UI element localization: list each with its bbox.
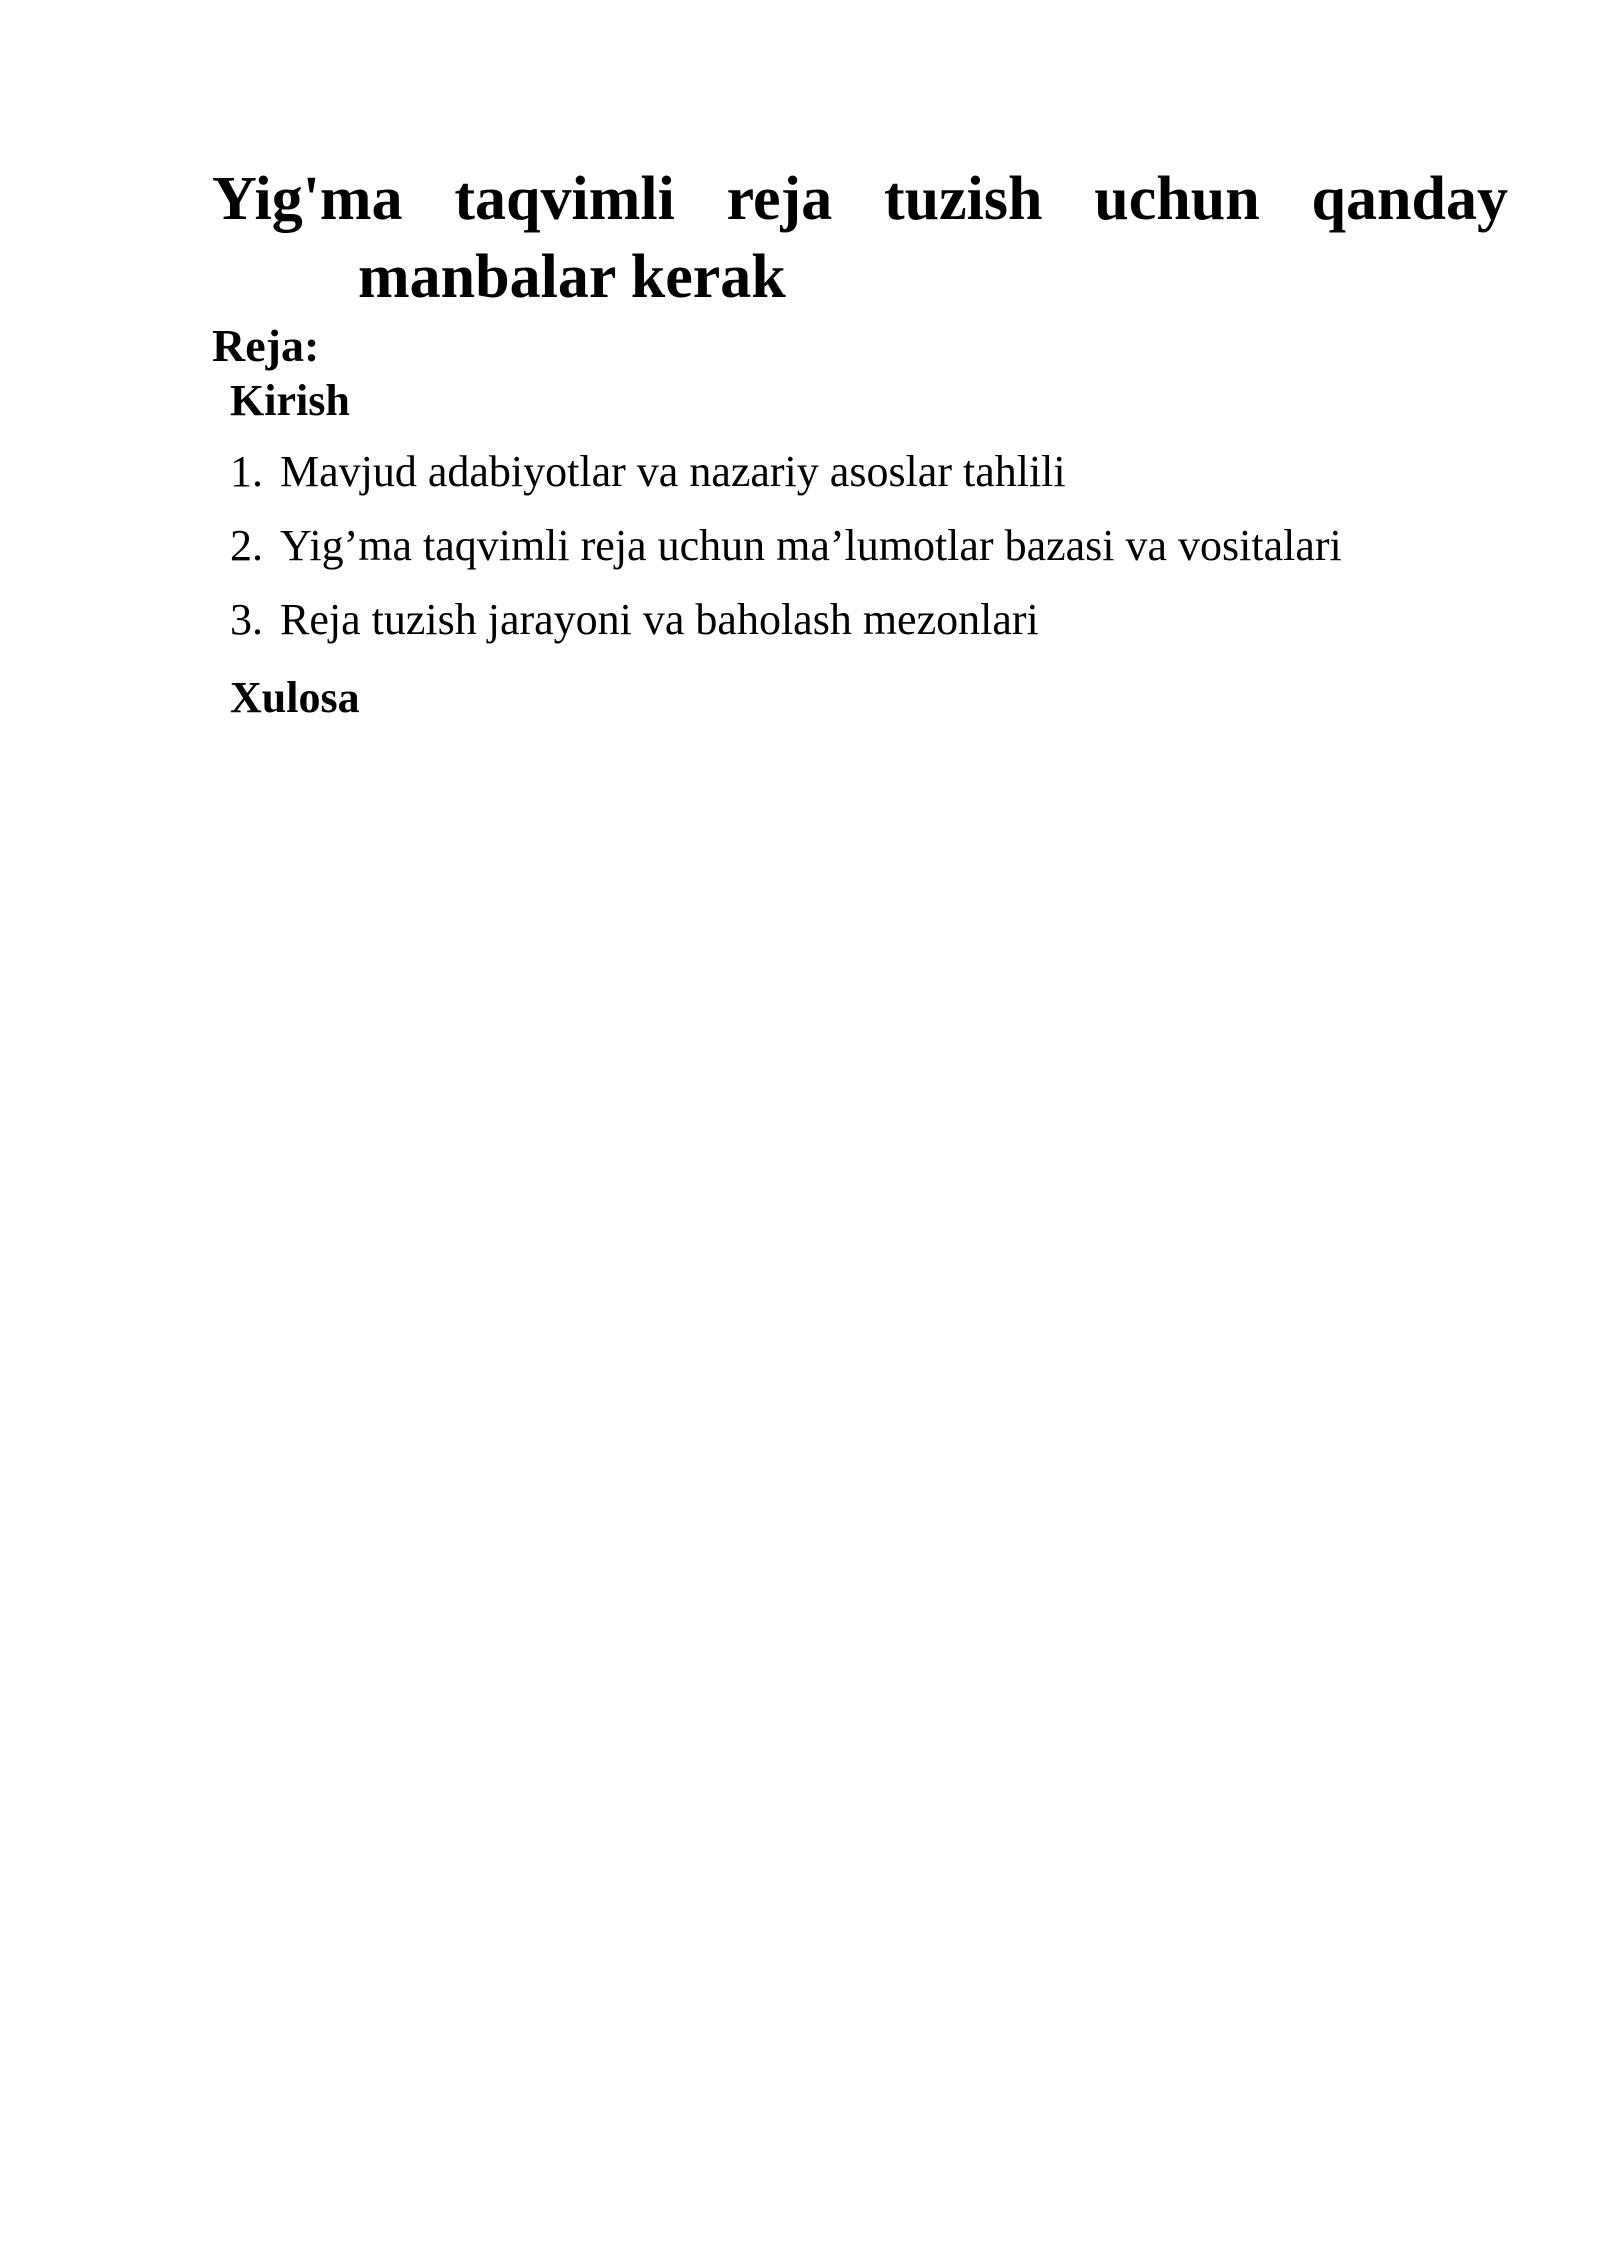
title-word: reja [726,165,833,233]
plan-item-text: Reja tuzish jarayoni va baholash mezonlari [280,595,1039,644]
plan-item-number: 3. [230,595,263,644]
title-word: uchun [1094,165,1260,233]
plan-item [230,444,1342,518]
plan-heading: Reja: [212,320,320,371]
title-line-2: manbalar kerak [358,243,786,311]
plan-item-text: Mavjud adabiyotlar va nazariy asoslar tahlili [280,447,1066,496]
title-word: taqvimli [454,165,675,233]
plan-list [230,444,1342,666]
intro-heading: Kirish [230,376,350,425]
title-word: tuzish [884,165,1043,233]
title-line-1 [212,160,1508,238]
document-title [212,160,1508,316]
plan-item [230,518,1342,592]
plan-item-number: 1. [230,447,263,496]
conclusion-heading: Xulosa [230,673,360,722]
title-word: Yig'ma [212,165,403,233]
plan-item-number: 2. [230,521,263,570]
plan-item-text: Yig’ma taqvimli reja uchun ma’lumotlar bazasi va vositalari [280,521,1342,570]
title-word: qanday [1311,165,1508,233]
plan-item [230,592,1342,666]
